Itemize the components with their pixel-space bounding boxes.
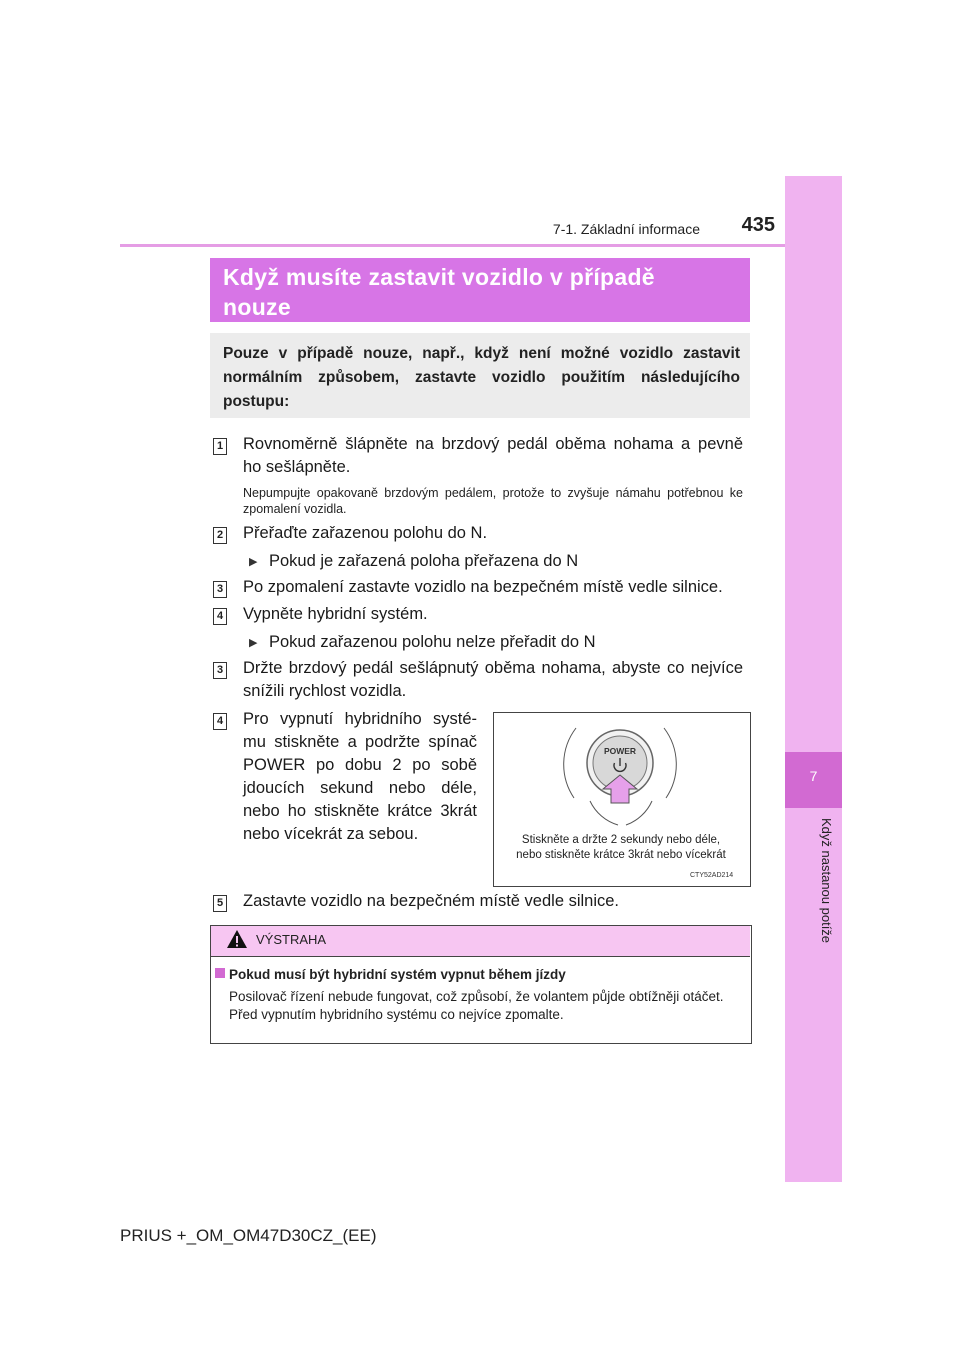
warning-subtitle: Pokud musí být hybridní systém vypnut během jízdy (229, 967, 566, 982)
motion-arc (564, 728, 576, 798)
motion-arc (664, 728, 676, 798)
step-number-badge: 2 (213, 527, 227, 544)
intro-text: Pouze v případě nouze, např., když není možné vozidlo zastavit normálním způsobem, zastavte vozidlo použitím následujícího postupu: (223, 345, 740, 410)
step-3b-line-2: snížili rychlost vozidla. (243, 682, 407, 700)
condition-heading: Pokud zařazenou polohu nelze přeřadit do N (269, 633, 596, 651)
triangle-bullet-icon: ▶ (249, 556, 258, 568)
warning-body: Posilovač řízení nebude fungovat, což způsobí, že volantem půjde obtížněji otáčet. Před vypnutím hybridního systému co nejvíce zpomalte. (229, 989, 724, 1022)
step-4b-text (243, 708, 477, 846)
condition-heading: Pokud je zařazená poloha přeřazena do N (269, 552, 579, 570)
step-4-text: Vypněte hybridní systém. (243, 605, 428, 623)
step-4b-line: POWER po dobu 2 po sobě (243, 756, 477, 774)
triangle-bullet-icon: ▶ (249, 637, 258, 649)
step-number-badge: 1 (213, 438, 227, 455)
figure-caption (498, 833, 744, 863)
header-rule (120, 244, 785, 247)
figure-caption-line-1: Stiskněte a držte 2 sekundy nebo déle, (521, 834, 721, 846)
motion-arc (626, 801, 652, 825)
step-1-note: Nepumpujte opakovaně brzdovým pedálem, protože to zvyšuje námahu potřebnou ke zpomalení vozidla. (243, 486, 743, 516)
step-1-text (243, 433, 743, 479)
warning-triangle-icon (226, 929, 248, 954)
section-header: 7-1. Základní informace (552, 221, 700, 237)
step-number-badge: 5 (213, 895, 227, 912)
page-title (223, 262, 743, 322)
step-3b-line-1: Držte brzdový pedál sešlápnutý oběma nohama, abyste co nejvíce (243, 659, 743, 677)
step-number-badge: 3 (213, 662, 227, 679)
page-number: 435 (741, 214, 775, 236)
power-button-label: POWER (603, 746, 637, 756)
square-bullet-icon (215, 968, 225, 978)
warning-title: VÝSTRAHA (256, 932, 327, 947)
step-4b-line: Pro vypnutí hybridního systé- (243, 710, 477, 728)
chapter-title: Když nastanou potíže (819, 818, 834, 944)
step-3b-text (243, 657, 743, 703)
step-1-line-2: ho sešlápněte. (243, 458, 351, 476)
figure-code: CTY52AD214 (690, 872, 734, 879)
step-4b-line: nebo ho stiskněte krátce 3krát (243, 802, 477, 820)
step-number-badge: 4 (213, 713, 227, 730)
motion-arc (590, 801, 618, 825)
step-1-line-1: Rovnoměrně šlápněte na brzdový pedál oběma nohama a pevně (243, 435, 743, 453)
step-3-text: Po zpomalení zastavte vozidlo na bezpečném místě vedle silnice. (243, 578, 723, 596)
step-2-text: Přeřaďte zařazenou polohu do N. (243, 524, 488, 542)
step-number-badge: 3 (213, 581, 227, 598)
chapter-number: 7 (809, 768, 818, 784)
chapter-side-tab (785, 176, 842, 1182)
step-4b-line: nebo vícekrát za sebou. (243, 825, 419, 843)
page-title-line-2: nouze (223, 294, 291, 320)
figure-caption-line-2: nebo stiskněte krátce 3krát nebo vícekrát (516, 849, 726, 861)
step-5-text: Zastavte vozidlo na bezpečném místě vedle silnice. (243, 892, 620, 910)
document-footer: PRIUS +_OM_OM47D30CZ_(EE) (120, 1226, 377, 1245)
step-4b-line: jdoucích sekund nebo déle, (243, 779, 477, 797)
step-4b-line: mu stiskněte a podržte spínač (243, 733, 477, 751)
page-title-line-1: Když musíte zastavit vozidlo v případě (223, 264, 655, 290)
step-number-badge: 4 (213, 608, 227, 625)
